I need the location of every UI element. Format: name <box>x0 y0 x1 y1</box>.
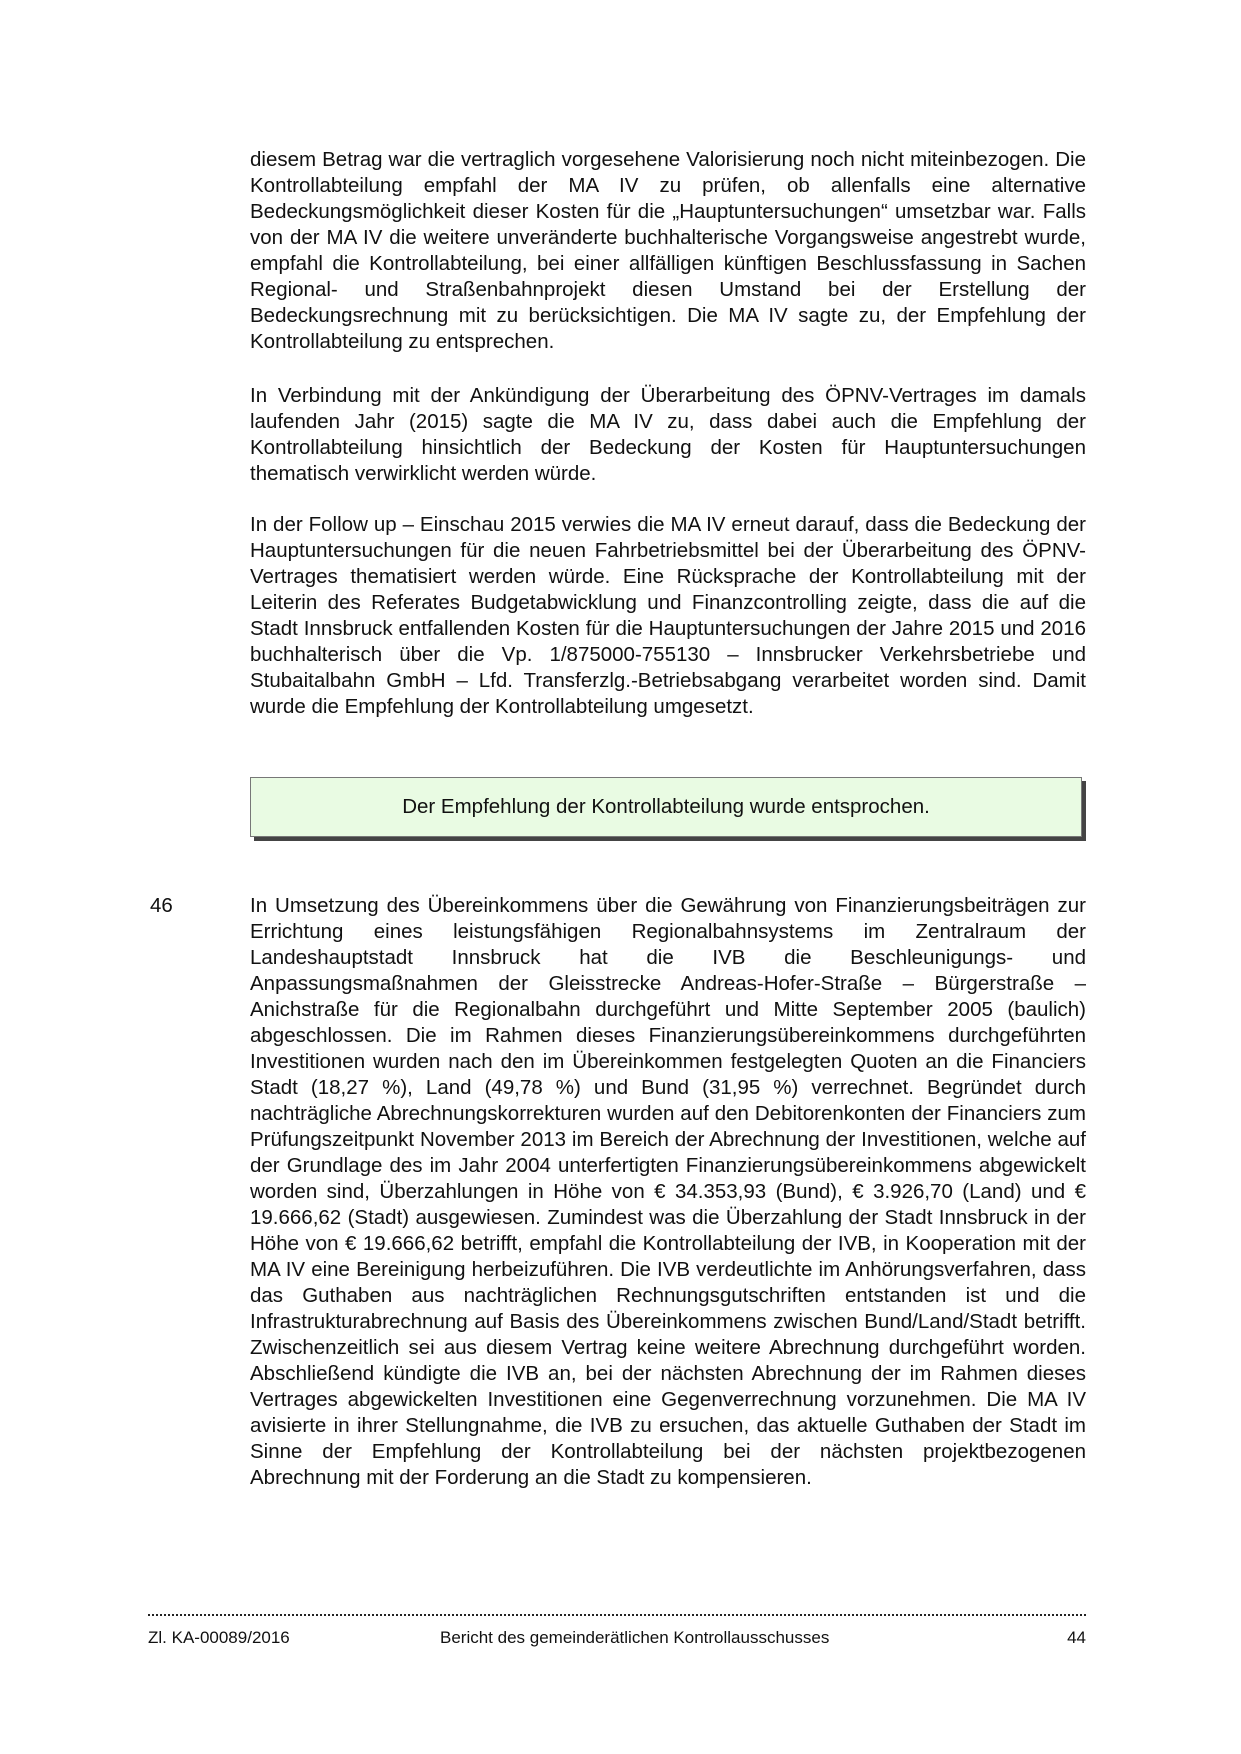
recommendation-status-text: Der Empfehlung der Kontrollabteilung wurde entsprochen. <box>402 795 930 818</box>
paragraph-follow-up: In der Follow up – Einschau 2015 verwies die MA IV erneut darauf, dass die Bedeckung der Hauptuntersuchungen für die neuen Fahrbetriebsmittel bei der Überarbeitung des ÖPNV-Vertrages thematisiert werden würde. Eine Rücksprache der Kontrollabteilung mit der Leiterin des Referates Budgetabwicklung und Finanzcontrolling zeigte, dass die auf die Stadt Innsbruck entfallenden Kosten für die Hauptuntersuchungen der Jahre 2015 und 2016 buchhalterisch über die Vp. 1/875000-755130 – Innsbrucker Verkehrsbetriebe und Stubaitalbahn GmbH – Lfd. Transferzlg.-Betriebsabgang verarbeitet worden sind. Damit wurde die Empfehlung der Kontrollabteilung umgesetzt. <box>250 513 1086 718</box>
paragraph-valorisierung: diesem Betrag war die vertraglich vorgesehene Valorisierung noch nicht miteinbezogen. Die Kontrollabteilung empfahl der MA IV zu prüfen, ob allenfalls eine alternative Bedeckungsmöglichkeit dieser Kosten für die „Hauptuntersuchungen“ umsetzbar war. Falls von der MA IV die weitere unveränderte buchhalterische Vorgangsweise angestrebt wurde, empfahl die Kontrollabteilung, bei einer allfälligen künftigen Beschlussfassung in Sachen Regional- und Straßenbahnprojekt diesen Umstand bei der Erstellung der Bedeckungsrechnung mit zu berücksichtigen. Die MA IV sagte zu, der Empfehlung der Kontrollabteilung zu entsprechen. <box>250 148 1086 353</box>
footer-divider <box>148 1614 1086 1616</box>
section-number: 46 <box>150 894 173 917</box>
paragraph-section-46: In Umsetzung des Übereinkommens über die Gewährung von Finanzierungsbeiträgen zur Errichtung eines leistungsfähigen Regionalbahnsystems im Zentralraum der Landeshauptstadt Innsbruck hat die IVB die Beschleunigungs- und Anpassungsmaßnahmen der Gleisstrecke Andreas-Hofer-Straße – Bürgerstraße – Anichstraße für die Regionalbahn durchgeführt und Mitte September 2005 (baulich) abgeschlossen. Die im Rahmen dieses Finanzierungsübereinkommens durchgeführten Investitionen wurden nach den im Übereinkommen festgelegten Quoten an die Financiers Stadt (18,27 %), Land (49,78 %) und Bund (31,95 %) verrechnet. Begründet durch nachträgliche Abrechnungskorrekturen wurden auf den Debitorenkonten der Financiers zum Prüfungszeitpunkt November 2013 im Bereich der Abrechnung der Investitionen, welche auf der Grundlage des im Jahr 2004 unterfertigten Finanzierungsübereinkommens abgewickelt worden sind, Überzahlungen in Höhe von € 34.353,93 (Bund), € 3.926,70 (Land) und € 19.666,62 (Stadt) ausgewiesen. Zumindest was die Überzahlung der Stadt Innsbruck in der Höhe von € 19.666,62 betrifft, empfahl die Kontrollabteilung der IVB, in Kooperation mit der MA IV eine Bereinigung herbeizuführen. Die IVB verdeutlichte im Anhörungsverfahren, dass das Guthaben aus nachträglichen Rechnungsgutschriften entstanden ist und die Infrastrukturabrechnung auf Basis des Übereinkommens zwischen Bund/Land/Stadt betrifft. Zwischenzeitlich sei aus diesem Vertrag keine weitere Abrechnung durchgeführt worden. Abschließend kündigte die IVB an, bei der nächsten Abrechnung der im Rahmen dieses Vertrages abgewickelten Investitionen eine Gegenverrechnung vorzunehmen. Die MA IV avisierte in ihrer Stellungnahme, die IVB zu ersuchen, das aktuelle Guthaben der Stadt im Sinne der Empfehlung der Kontrollabteilung bei der nächsten projektbezogenen Abrechnung mit der Forderung an die Stadt zu kompensieren. <box>250 894 1086 1489</box>
paragraph-oepnv-vertrag: In Verbindung mit der Ankündigung der Überarbeitung des ÖPNV-Vertrages im damals laufenden Jahr (2015) sagte die MA IV zu, dass dabei auch die Empfehlung der Kontrollabteilung hinsichtlich der Bedeckung der Kosten für Hauptuntersuchungen thematisch verwirklicht werden würde. <box>250 384 1086 485</box>
footer-report-title: Bericht des gemeinderätlichen Kontrollausschusses <box>440 1628 830 1647</box>
footer-page-number: 44 <box>1067 1628 1086 1647</box>
footer-reference: Zl. KA-00089/2016 <box>148 1628 290 1647</box>
recommendation-status-box <box>250 777 1082 837</box>
